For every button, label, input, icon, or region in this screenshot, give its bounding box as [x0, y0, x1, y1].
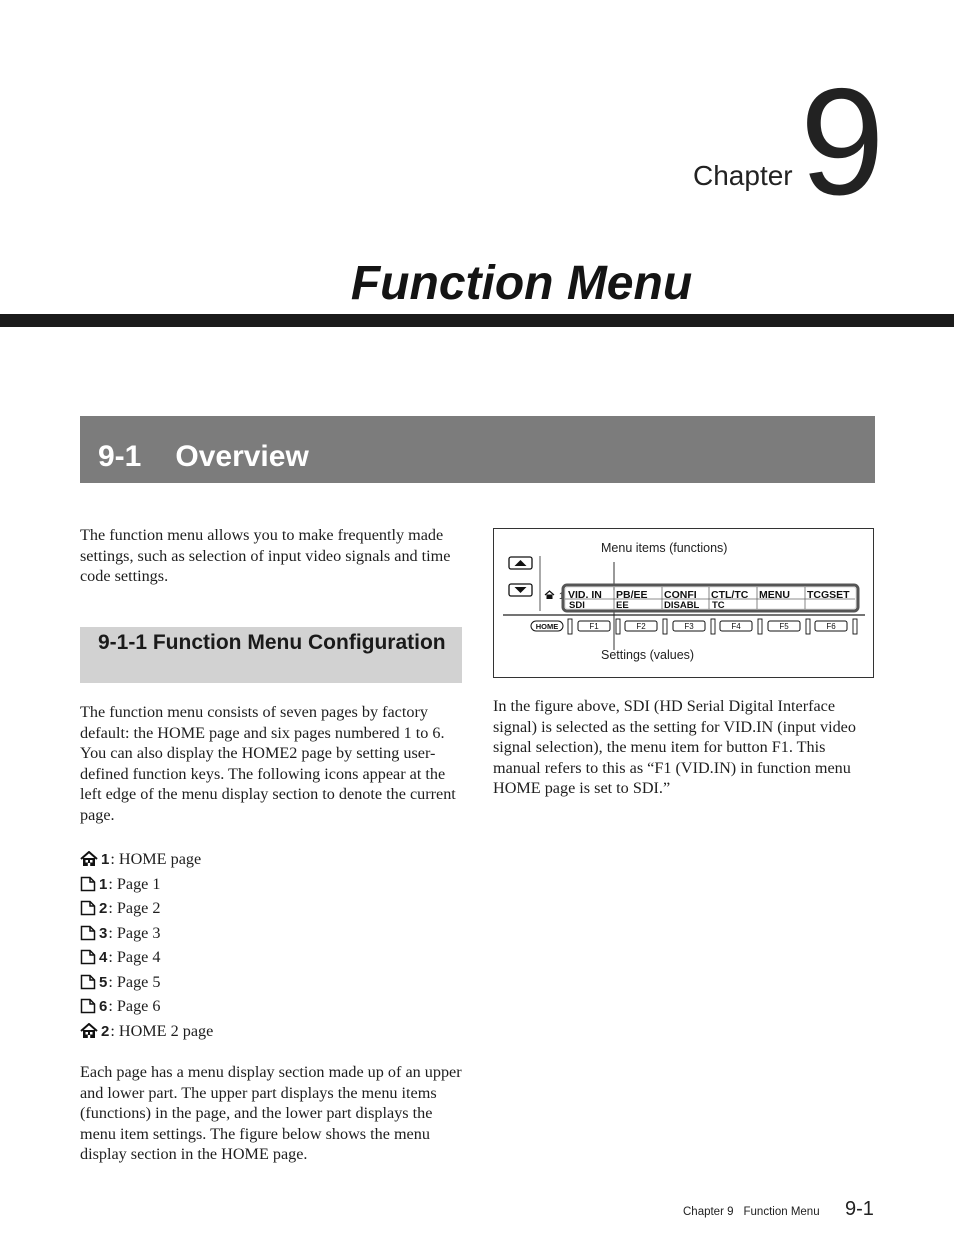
icon-description: : HOME 2 page — [110, 1021, 214, 1040]
footer-title: Function Menu — [743, 1206, 820, 1218]
setting-value-f4: TC — [712, 600, 725, 611]
setting-value-f1: SDI — [569, 600, 585, 611]
scroll-up-key — [509, 557, 532, 569]
menu-item-f3: CONFI — [664, 589, 697, 601]
page-icon — [80, 925, 96, 941]
chapter-title: Function Menu — [350, 257, 693, 310]
page-icon — [80, 900, 96, 916]
menu-item-f4: CTL/TC — [711, 589, 749, 601]
chapter-label: Chapter — [693, 160, 793, 191]
scroll-down-key — [509, 584, 532, 596]
intro-paragraph: The function menu allows you to make frequently made settings, such as selection of input video signals and time code settings. — [80, 526, 451, 585]
page-icon — [80, 998, 96, 1014]
footer-running-title — [683, 1206, 820, 1218]
icon-description: : Page 3 — [108, 923, 161, 942]
svg-text:F2: F2 — [636, 622, 646, 631]
icon-list-item — [80, 971, 161, 993]
icon-description: : Page 2 — [108, 898, 161, 917]
home-icon — [80, 851, 98, 867]
svg-text:F4: F4 — [731, 622, 741, 631]
home-icon — [545, 591, 554, 599]
config-paragraph: The function menu consists of seven pages by factory default: the HOME page and six pages numbered 1 to 6. You can also display the HOME2 page by setting user-defined function keys. The following icons appear at the left edge of the menu display section to denote the current page. — [80, 703, 456, 824]
page-icon — [80, 876, 96, 892]
icon-description: : Page 6 — [108, 996, 161, 1015]
icon-description: : Page 5 — [108, 972, 161, 991]
menu-display-diagram — [493, 528, 874, 678]
icon-page-number: 1 — [101, 850, 110, 868]
icon-list-item — [80, 922, 161, 944]
menu-item-f6: TCGSET — [807, 589, 850, 601]
each-page-paragraph: Each page has a menu display section made up of an upper and lower part. The upper part displays the menu items (functions) in the page, and the lower part displays the menu item settings. The figure below shows the menu display section in the HOME page. — [80, 1063, 462, 1163]
menu-item-f5: MENU — [759, 589, 790, 601]
icon-description: : HOME page — [110, 849, 202, 868]
icon-page-number: 6 — [99, 997, 108, 1015]
f1-button — [578, 621, 610, 631]
svg-text:F6: F6 — [826, 622, 836, 631]
section-number: 9-1 — [98, 440, 142, 473]
svg-text:HOME: HOME — [535, 622, 559, 631]
icon-page-number: 4 — [99, 948, 108, 966]
icon-list-item — [80, 897, 161, 919]
page-icon — [80, 949, 96, 965]
svg-text:F3: F3 — [684, 622, 694, 631]
page-icon — [80, 974, 96, 990]
section-title: Overview — [175, 440, 309, 473]
figure-label-menu-items: Menu items (functions) — [601, 541, 728, 555]
home-icon — [80, 1023, 98, 1039]
icon-description: : Page 4 — [108, 947, 161, 966]
page-indicator-number: 1 — [559, 591, 565, 601]
icon-page-number: 5 — [99, 973, 108, 991]
f3-button — [673, 621, 705, 631]
icon-list-item — [80, 995, 161, 1017]
footer-chapter: Chapter 9 — [683, 1206, 734, 1218]
menu-item-f1: VID. IN — [568, 589, 602, 601]
icon-list-item — [80, 1020, 213, 1042]
icon-page-number: 1 — [99, 875, 108, 893]
icon-list-item — [80, 946, 161, 968]
icon-page-number: 2 — [99, 899, 108, 917]
figure-label-settings: Settings (values) — [601, 648, 695, 662]
icon-list-item — [80, 873, 161, 895]
setting-value-f2: EE — [616, 600, 629, 611]
f2-button — [625, 621, 657, 631]
icon-page-number: 3 — [99, 924, 108, 942]
section-heading — [98, 440, 309, 474]
svg-text:F5: F5 — [779, 622, 789, 631]
svg-text:F1: F1 — [589, 622, 599, 631]
icon-list-item — [80, 848, 201, 870]
menu-item-f2: PB/EE — [616, 589, 648, 601]
page-number: 9-1 — [845, 1198, 874, 1220]
f4-button — [720, 621, 752, 631]
subsection-heading: 9-1-1 Function Menu Configuration — [98, 631, 446, 654]
setting-value-f3: DISABL — [664, 600, 700, 611]
f6-button — [815, 621, 847, 631]
icon-description: : Page 1 — [108, 874, 161, 893]
icon-page-number: 2 — [101, 1022, 110, 1040]
f5-button — [768, 621, 800, 631]
figure-explanation-paragraph: In the figure above, SDI (HD Serial Digital Interface signal) is selected as the setting for VID.IN (input video signal selection), the menu item for button F1. This manual refers to this as “F1 (VID.IN) in function menu HOME page is set to SDI.” — [493, 697, 856, 797]
chapter-number: 9 — [800, 57, 885, 227]
title-rule — [0, 314, 954, 327]
home-button — [531, 621, 563, 631]
